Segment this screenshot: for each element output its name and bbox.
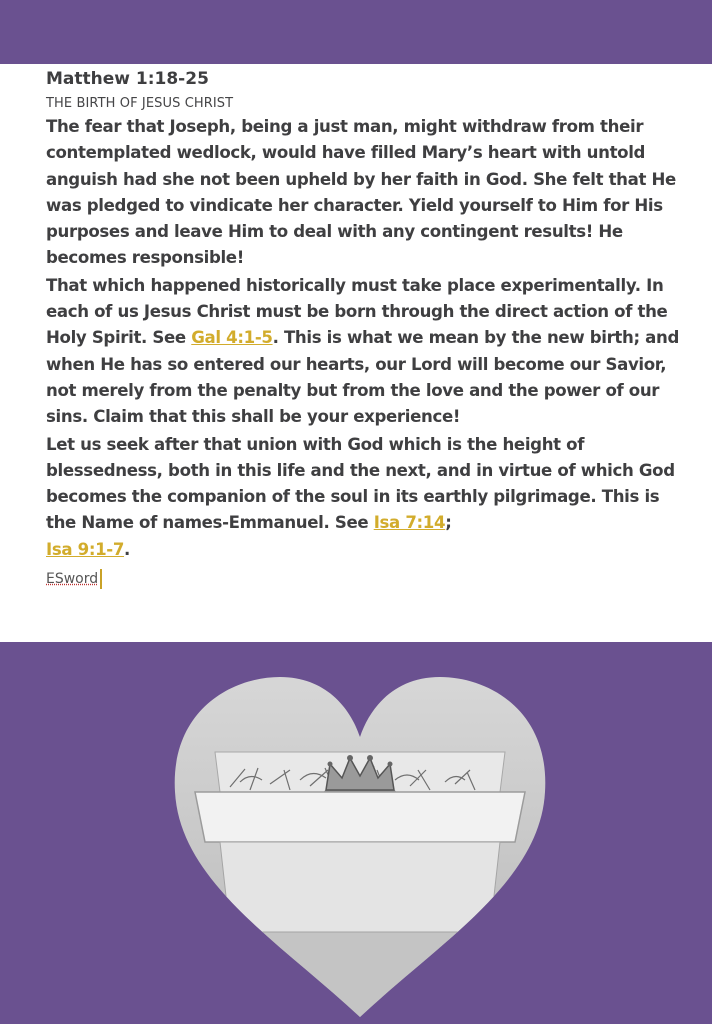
top-purple-band [0,0,712,64]
isa-7-14-link[interactable]: Isa 7:14 [373,513,446,533]
scripture-reference: Matthew 1:18-25 [46,69,209,89]
image-area [0,642,712,1024]
source-label[interactable] [46,569,102,589]
paragraph-2 [46,273,682,431]
paragraph-3 [46,432,682,563]
paragraph-3-text: Let us seek after that union with God which is the height of blessedness, both in this life and the next, and in virtue of which God becomes the companion of the soul in its earthly pilgrimage. This is the Name of names-Emmanuel. See [46,434,675,533]
source-text: ESword [46,571,99,588]
paragraph-2-text: That which happened historically must take place experimentally. In each of us Jesus Christ must be born through the direct action of the Holy Spirit. See [46,275,668,348]
paragraph-2-text-end: . This is what we mean by the new birth; and when He has so entered our hearts, our Lord will become our Savior, not merely from the penalty but from the love and the power of our sins. Claim that this shall be your experience! [46,328,680,427]
gal-4-1-5-link[interactable]: Gal 4:1-5 [191,328,273,348]
devotional-text-panel [0,64,712,642]
paragraph-1: The fear that Joseph, being a just man, might withdraw from their contemplated wedlock, would have filled Mary’s heart with untold anguish had she not been upheld by her faith in God. She felt that He was pledged to vindicate her character. Yield yourself to Him for His purposes and leave Him to deal with any contingent results! He becomes responsible! [46,117,676,268]
heart-photo-icon [160,672,560,1022]
isa-9-1-7-link[interactable]: Isa 9:1-7 [46,539,125,559]
devotional-heading: THE BIRTH OF JESUS CHRIST [46,96,234,111]
separator: ; [445,513,452,533]
period: . [124,539,131,559]
